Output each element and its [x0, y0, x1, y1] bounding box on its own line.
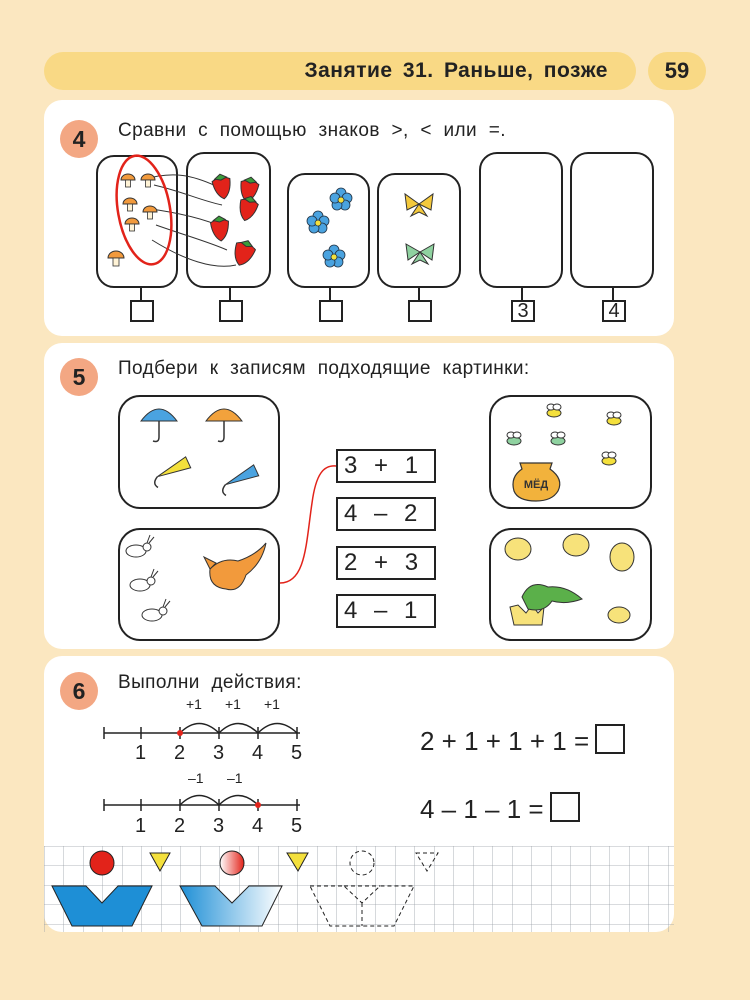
tick-label: 2 [174, 815, 186, 837]
tick-label: 2 [174, 742, 186, 764]
task-4-instruction: Сравни с помощью знаков >, < или =. [118, 120, 506, 141]
tick-label: 4 [252, 815, 264, 837]
crocodile-icon [522, 585, 582, 610]
egg-icons [505, 534, 634, 625]
task-5-panel [44, 343, 674, 649]
equation-1-text: 2 + 1 + 1 + 1 = [420, 726, 590, 756]
grid-drawing-area [44, 846, 674, 932]
tick-label: 3 [213, 815, 225, 837]
jump-label-5: –1 [227, 770, 243, 786]
task-5-instruction: Подбери к записям подходящие картинки: [118, 358, 530, 379]
answer-box-5[interactable]: 3 [511, 300, 535, 322]
stem-6 [612, 288, 614, 300]
start-marker-2 [255, 802, 261, 808]
task-6-instruction: Выполни действия: [118, 672, 302, 693]
umbrella-icons [141, 409, 260, 496]
stem-5 [521, 288, 523, 300]
page-number: 59 [648, 52, 706, 90]
bee-icons [507, 404, 621, 465]
stem-1 [140, 288, 142, 300]
fox-icon [204, 543, 266, 590]
answer-box-3[interactable] [319, 300, 343, 322]
expression-3[interactable]: 2 + 3 [336, 546, 436, 580]
jump-label-1: +1 [186, 696, 202, 712]
answer-box-4[interactable] [408, 300, 432, 322]
task-5-badge: 5 [60, 358, 98, 396]
rabbit-icons [126, 535, 170, 621]
expression-4[interactable]: 4 – 1 [336, 594, 436, 628]
honey-label: МЁД [523, 479, 549, 491]
match-line [280, 466, 336, 583]
task-4-panel [44, 100, 674, 336]
answer-box-2[interactable] [219, 300, 243, 322]
answer-box-1[interactable] [130, 300, 154, 322]
stem-2 [229, 288, 231, 300]
header-bar [44, 52, 636, 90]
task-4-badge: 4 [60, 120, 98, 158]
butterfly-icons [405, 194, 434, 264]
stem-3 [329, 288, 331, 300]
equation-2-answer-box[interactable] [550, 792, 580, 822]
strawberry-icons [210, 173, 260, 269]
stem-4 [418, 288, 420, 300]
equation-1 [420, 724, 625, 757]
start-marker-1 [177, 730, 183, 736]
tick-label: 5 [291, 742, 303, 764]
tick-label: 1 [135, 815, 147, 837]
expression-2[interactable]: 4 – 2 [336, 497, 436, 531]
jump-label-2: +1 [225, 696, 241, 712]
answer-box-6[interactable]: 4 [602, 300, 626, 322]
equation-1-answer-box[interactable] [595, 724, 625, 754]
equation-2 [420, 792, 580, 825]
tick-label: 1 [135, 742, 147, 764]
task-6-badge: 6 [60, 672, 98, 710]
expression-1[interactable]: 3 + 1 [336, 449, 436, 483]
jump-label-3: +1 [264, 696, 280, 712]
flower-icons [307, 188, 352, 267]
tick-label: 5 [291, 815, 303, 837]
jump-label-4: –1 [188, 770, 204, 786]
tick-label: 4 [252, 742, 264, 764]
task-6-panel [44, 656, 674, 932]
task-5-drawings [44, 343, 674, 649]
tick-label: 3 [213, 742, 225, 764]
lesson-title: Занятие 31. Раньше, позже [304, 59, 608, 82]
equation-2-text: 4 – 1 – 1 = [420, 794, 544, 824]
